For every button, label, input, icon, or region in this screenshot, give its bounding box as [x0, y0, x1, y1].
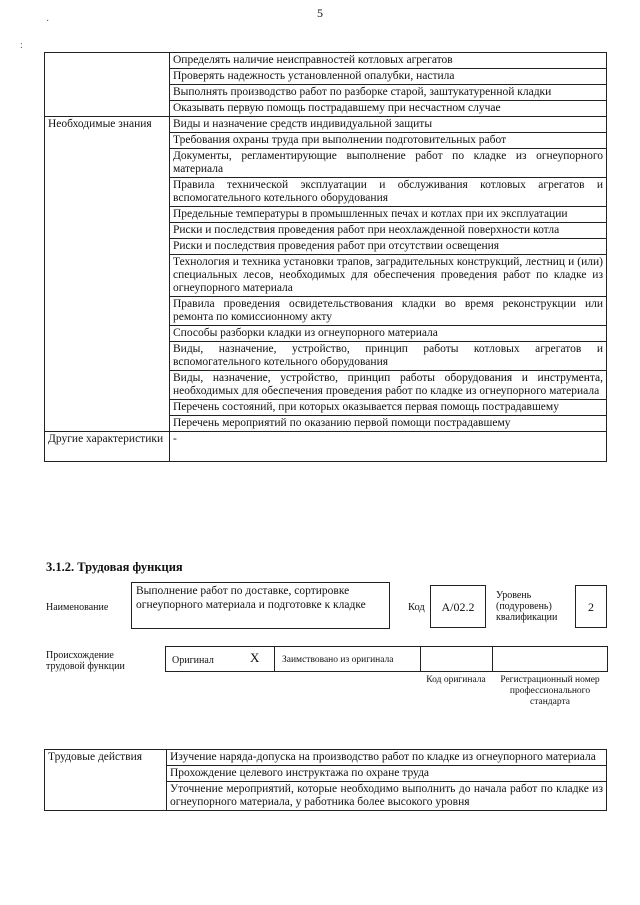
divider: [274, 647, 275, 671]
knowledge-cell: Риски и последствия проведения работ при неохлажденной поверхности котла: [170, 223, 607, 239]
knowledge-cell: Перечень состояний, при которых оказывается первая помощь пострадавшему: [170, 400, 607, 416]
original-mark: X: [250, 650, 260, 665]
other-value: -: [170, 432, 607, 462]
actions-table: [44, 749, 607, 811]
knowledge-label: Необходимые знания: [45, 117, 170, 432]
knowledge-cell: Перечень мероприятий по оказанию первой помощи пострадавшему: [170, 416, 607, 432]
code-caption: Код оригинала: [426, 675, 486, 685]
scan-mark: :: [20, 40, 23, 51]
table-row: [45, 117, 607, 133]
code-label: Код: [408, 602, 425, 613]
knowledge-cell: Способы разборки кладки из огнеупорного материала: [170, 326, 607, 342]
actions-label: Трудовые действия: [45, 750, 167, 811]
skill-cell: Выполнять производство работ по разборке старой, заштукатуренной кладки: [170, 85, 607, 101]
knowledge-cell: Правила проведения освидетельствования кладки во время реконструкции или ремонта по комиссионному акту: [170, 297, 607, 326]
table-row: [45, 432, 607, 462]
knowledge-cell: Виды, назначение, устройство, принцип работы котловых агрегатов и вспомогательного котельного оборудования: [170, 342, 607, 371]
divider: [492, 647, 493, 671]
action-cell: Изучение наряда-допуска на производство работ по кладке из огнеупорного материала: [167, 750, 607, 766]
reg-caption: Регистрационный номер профессионального стандарта: [500, 675, 600, 707]
knowledge-cell: Документы, регламентирующие выполнение работ по кладке из огнеупорного материала: [170, 149, 607, 178]
action-cell: Уточнение мероприятий, которые необходимо выполнить до начала работ по кладке из огнеупорного материала, у работника более высокого уровня: [167, 782, 607, 811]
knowledge-cell: Виды и назначение средств индивидуальной защиты: [170, 117, 607, 133]
borrowed-label: Заимствовано из оригинала: [282, 655, 394, 665]
original-label: Оригинал: [172, 655, 214, 666]
function-name-box: Выполнение работ по доставке, сортировке огнеупорного материала и подготовке к кладке: [131, 582, 390, 629]
divider: [420, 647, 421, 671]
knowledge-cell: Риски и последствия проведения работ при отсутствии освещения: [170, 239, 607, 255]
level-label: Уровень (подуровень) квалификации: [496, 590, 558, 623]
knowledge-cell: Предельные температуры в промышленных печах и котлах при их эксплуатации: [170, 207, 607, 223]
function-code-box: А/02.2: [430, 585, 486, 628]
table-row: [45, 53, 607, 69]
action-cell: Прохождение целевого инструктажа по охране труда: [167, 766, 607, 782]
page-number: 5: [317, 6, 323, 20]
skill-cell: Проверять надежность установленной опалубки, настила: [170, 69, 607, 85]
skill-cell: Определять наличие неисправностей котловых агрегатов: [170, 53, 607, 69]
knowledge-cell: Правила технической эксплуатации и обслуживания котловых агрегатов и вспомогательного котельного оборудования: [170, 178, 607, 207]
section-title: 3.1.2. Трудовая функция: [46, 560, 183, 574]
level-box: 2: [575, 585, 607, 628]
other-label: Другие характеристики: [45, 432, 170, 462]
scan-mark: ·: [46, 16, 50, 27]
requirements-table: [44, 52, 607, 462]
origin-label: Происхождение трудовой функции: [46, 650, 125, 672]
skill-cell: Оказывать первую помощь пострадавшему при несчастном случае: [170, 101, 607, 117]
knowledge-cell: Виды, назначение, устройство, принцип работы оборудования и инструмента, необходимых для обеспечения проведения работ по кладке из огнеупорного материала: [170, 371, 607, 400]
label-cell: [45, 53, 170, 117]
knowledge-cell: Требования охраны труда при выполнении подготовительных работ: [170, 133, 607, 149]
knowledge-cell: Технология и техника установки трапов, заградительных конструкций, лестниц и (или) специальных лесов, необходимых для обеспечения проведения работ по кладке из огнеупорного материала: [170, 255, 607, 297]
origin-table: [165, 646, 608, 672]
name-label: Наименование: [46, 602, 109, 613]
table-row: [45, 750, 607, 766]
